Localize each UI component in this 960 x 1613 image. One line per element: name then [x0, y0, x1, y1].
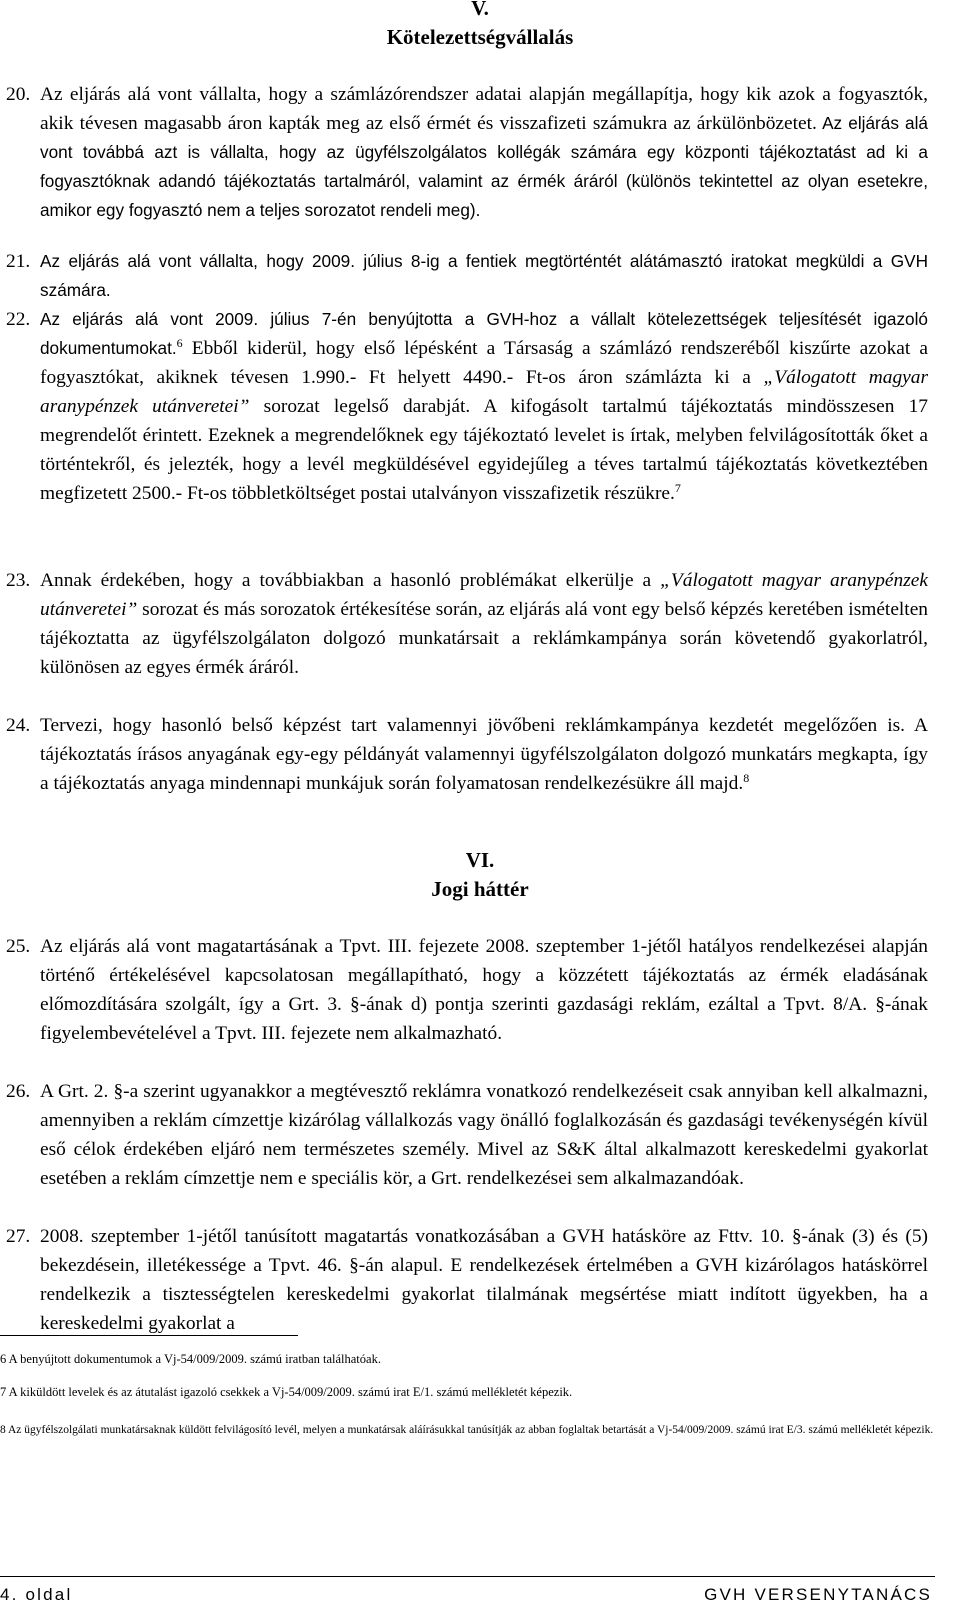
paragraph-26: 26. A Grt. 2. §-a szerint ugyanakkor a megtévesztő reklámra vonatkozó rendelkezéseit csak annyiban kell alkalmazni, amennyiben a reklám címzettje kizárólag vállalkozás vagy önálló foglalkozásán és gazdasági tevékenységén kívül eső célok érdekében eljáró nem természetes személy. Mivel az S&K által alkalmazott kereskedelmi gyakorlat esetében a reklám címzettje nem e speciális kör, a Grt. rendelkezései sem alkalmazandóak.	[40, 1077, 928, 1193]
footnote-6: 6 A benyújtott dokumentumok a Vj-54/009/2009. számú iratban találhatóak.	[0, 1352, 381, 1366]
footer-organization: GVH VERSENYTANÁCS	[704, 1585, 932, 1604]
paragraph-number: 22.	[6, 309, 31, 330]
paragraph-number: 25.	[6, 936, 31, 957]
paragraph-21: 21. Az eljárás alá vont vállalta, hogy 2009. július 8-ig a fentiek megtörténtét alátámasztó iratokat megküldi a GVH számára.	[40, 247, 928, 305]
paragraph-24: 24. Tervezi, hogy hasonló belső képzést tart valamennyi jövőbeni reklámkampánya kezdetét megelőzően is. A tájékoztatás írásos anyagának egy-egy példányát valamennyi ügyfélszolgálaton dolgozó munkatárs megkapta, így a tájékoztatás anyaga mindennapi munkájuk során folyamatosan rendelkezésükre áll majd.$^8$	[40, 711, 928, 798]
footnote-divider	[0, 1335, 298, 1336]
paragraph-number: 27.	[6, 1226, 31, 1247]
section-6-roman: VI.	[465, 848, 495, 872]
paragraph-27: 27. 2008. szeptember 1-jétől tanúsított magatartás vonatkozásában a GVH hatásköre az Fttv. 10. §-ának (3) és (5) bekezdésein, illetékessége a Tpvt. 46. §-án alapul. E rendelkezések értelmében a GVH kizárólagos hatáskörrel rendelkezik a tisztességtelen kereskedelmi gyakorlat tilalmának megsértése miatt indított ügyekben, ha a kereskedelmi gyakorlat a	[40, 1222, 928, 1338]
paragraph-number: 20.	[6, 84, 31, 105]
paragraph-23: 23. Annak érdekében, hogy a továbbiakban a hasonló problémákat elkerülje a „Válogatott magyar aranypénzek utánveretei” sorozat és más sorozatok értékesítése során, az eljárás alá vont egy belső képzés keretében ismételten tájékoztatta az ügyfélszolgálaton dolgozó munkatársait a reklámkampánya során követendő gyakorlatról, különösen az egyes érmék áráról.	[40, 566, 928, 682]
paragraph-number: 21.	[6, 251, 31, 272]
section-6-title: Jogi háttér	[431, 877, 529, 901]
footnote-8: 8 Az ügyfélszolgálati munkatársaknak küldött felvilágosító levél, melyen a munkatársak aláírásukkal tanúsítják az abban foglaltak betartását a Vj-54/009/2009. számú irat E/3. számú mellékletét képezik.	[0, 1424, 934, 1436]
footnote-7: 7 A kiküldött levelek és az átutalást igazoló csekkek a Vj-54/009/2009. számú irat E/1. számú mellékletét képezik.	[0, 1385, 573, 1399]
series-title: „Válogatott magyar aranypénzek utánveretei”	[40, 570, 928, 620]
footnote-ref-8: 8	[743, 771, 750, 785]
footer-page-number: 4. oldal	[0, 1585, 73, 1604]
paragraph-22: 22. Az eljárás alá vont 2009. július 7-én benyújtotta a GVH-hoz a vállalt kötelezettségek teljesítését igazoló dokumentumokat.$^6$ Ebből kiderül, hogy első lépésként a Társaság a számlázó rendszeréből kiszűrte azokat a fogyasztókat, akiknek tévesen 1.990.- Ft helyett 4490.- Ft-os áron számlázta ki a „Válogatott magyar aranypénzek utánveretei” sorozat legelső darabját. A kifogásolt tartalmú tájékoztatás mindösszesen 17 megrendelőt érintett. Ezeknek a megrendelőknek egy tájékoztató levelet is írtak, melyben felvilágosították őket a történtekről, és jelezték, hogy a levél megküldésével egyidejűleg a téves tartalmú tájékoztatás következtében megfizetett 2500.- Ft-os többletköltséget postai utalványon visszafizetik részükre.$^7$	[40, 305, 928, 508]
section-5-roman: V.	[471, 0, 489, 20]
footnote-ref-7: 7	[674, 481, 681, 495]
footnote-ref-6: 6	[176, 336, 183, 350]
paragraph-25: 25. Az eljárás alá vont magatartásának a Tpvt. III. fejezete 2008. szeptember 1-jétől hatályos rendelkezései alapján történő értékelésével kapcsolatosan megállapítható, hogy a közzétett tájékoztatás az érmék eladásának előmozdítására szolgált, így a Grt. 3. §-ának d) pontja szerinti gazdasági reklám, ezáltal a Tpvt. 8/A. §-ának figyelembevételével a Tpvt. III. fejezete nem alkalmazható.	[40, 932, 928, 1048]
paragraph-number: 23.	[6, 570, 31, 591]
paragraph-number: 26.	[6, 1081, 31, 1102]
section-5-title: Kötelezettségvállalás	[386, 25, 574, 49]
paragraph-number: 24.	[6, 715, 31, 736]
series-title: „Válogatott magyar aranypénzek utánveretei”	[40, 367, 928, 417]
paragraph-20: 20. Az eljárás alá vont vállalta, hogy a számlázórendszer adatai alapján megállapítja, hogy kik azok a fogyasztók, akik tévesen magasabb áron kapták meg az első érmét és visszafizeti számukra az árkülönbözetet. Az eljárás alá vont továbbá azt is vállalta, hogy az ügyfélszolgálatos kollégák számára egy központi tájékoztatást ad ki a fogyasztóknak adandó tájékoztatás tartalmáról, valamint az érmék áráról (különös tekintettel az olyan esetekre, amikor egy fogyasztó nem a teljes sorozatot rendeli meg).	[40, 80, 928, 225]
footer-divider	[0, 1576, 935, 1577]
